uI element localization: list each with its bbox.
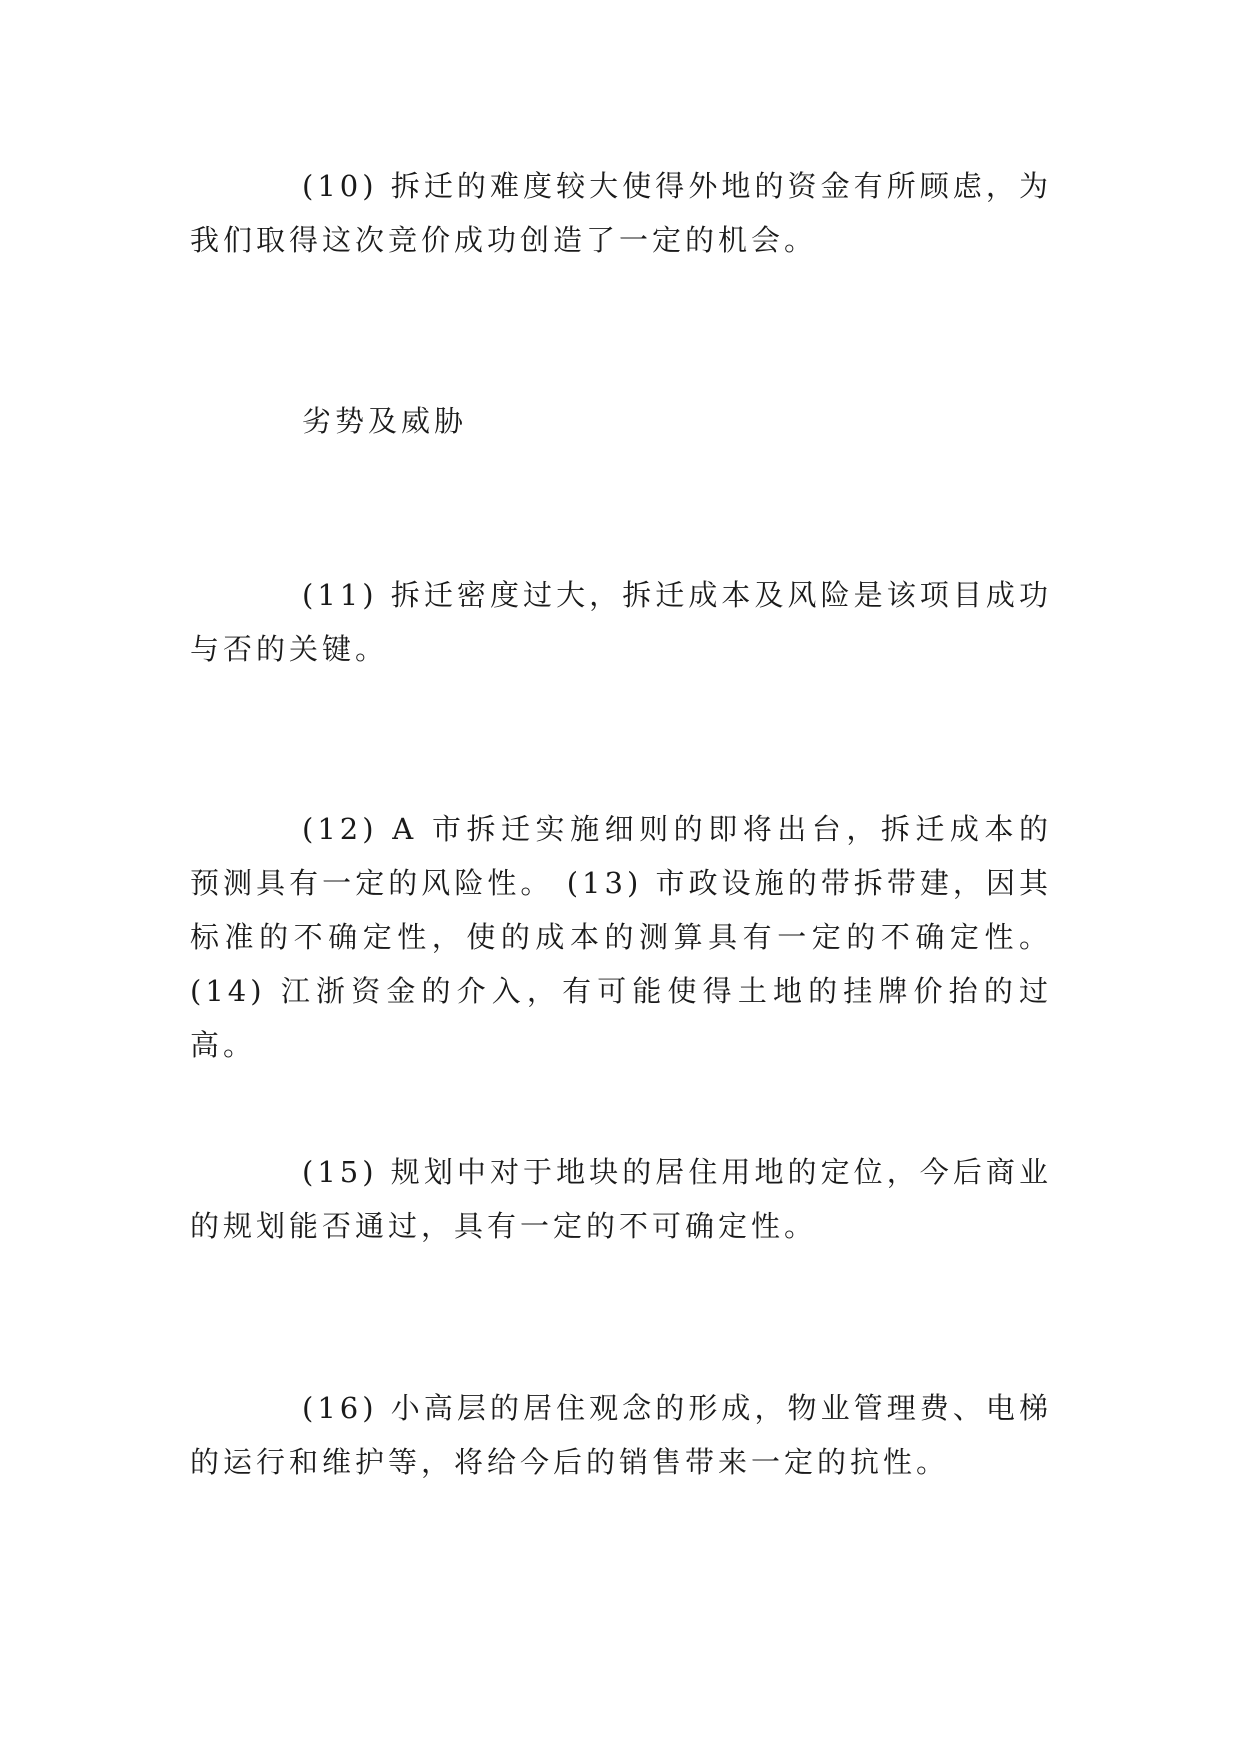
paragraph-12-14: (12) A 市拆迁实施细则的即将出台，拆迁成本的预测具有一定的风险性。 (13) 市政设施的带拆带建，因其标准的不确定性，使的成本的测算具有一定的不确定性。(14) 江浙资金的介入，有可能使得土地的挂牌价抬的过高。 <box>190 812 1052 1062</box>
section-heading-weakness-threats: 劣势及威胁 <box>302 404 468 438</box>
paragraph-10: (10) 拆迁的难度较大使得外地的资金有所顾虑，为我们取得这次竞价成功创造了一定的机会。 <box>190 169 1052 257</box>
paragraph-11: (11) 拆迁密度过大，拆迁成本及风险是该项目成功与否的关键。 <box>190 578 1052 666</box>
paragraph-15: (15) 规划中对于地块的居住用地的定位，今后商业的规划能否通过，具有一定的不可确定性。 <box>190 1155 1052 1243</box>
paragraph-16: (16) 小高层的居住观念的形成，物业管理费、电梯的运行和维护等，将给今后的销售带来一定的抗性。 <box>190 1391 1052 1479</box>
